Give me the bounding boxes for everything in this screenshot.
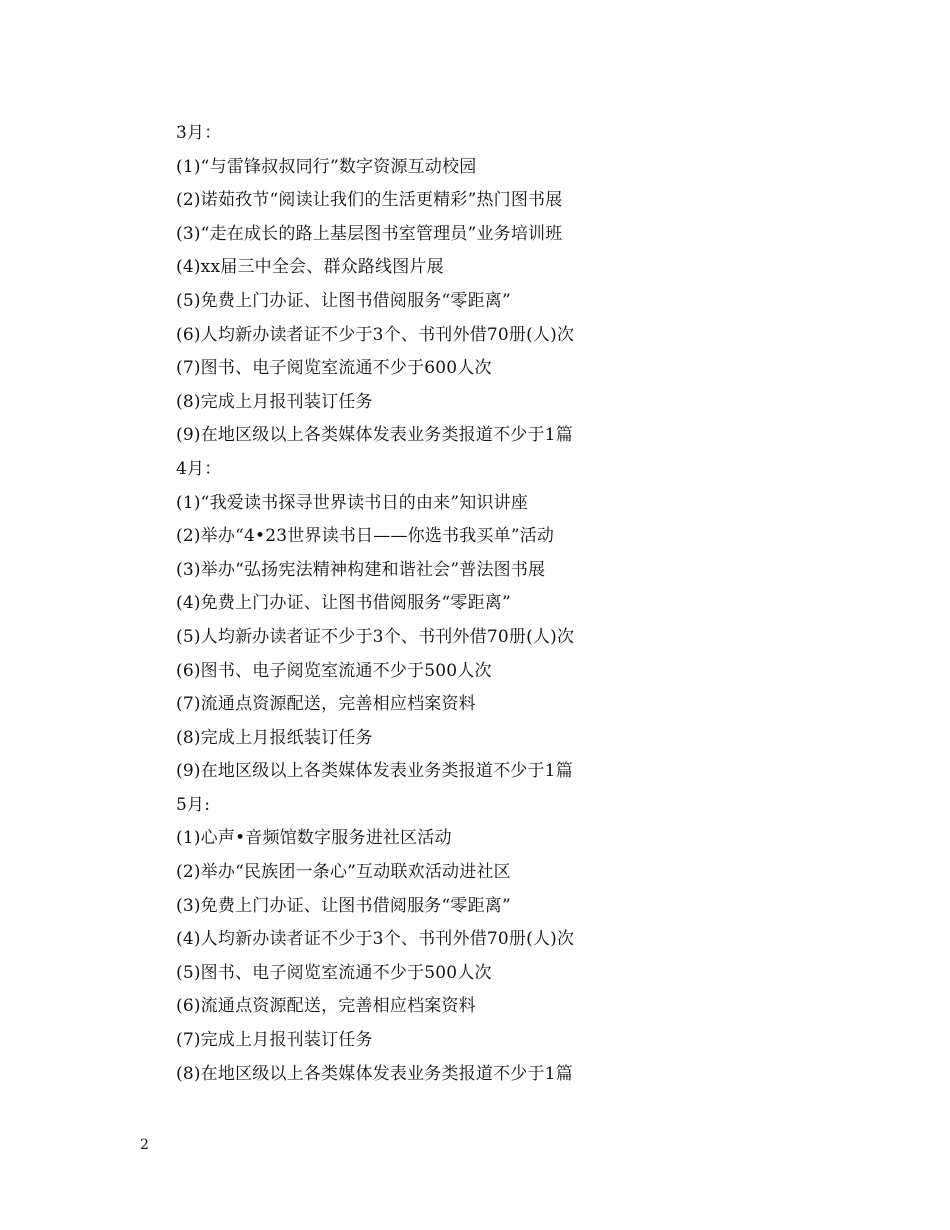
text-line: (3)“走在成长的路上基层图书室管理员”业务培训班 <box>176 223 563 244</box>
text-line: (1)心声•音频馆数字服务进社区活动 <box>176 828 452 849</box>
text-line: (7)图书、电子阅览室流通不少于600人次 <box>176 358 492 379</box>
text-line: (2)诺茹孜节“阅读让我们的生活更精彩”热门图书展 <box>176 190 563 211</box>
text-line: (6)图书、电子阅览室流通不少于500人次 <box>176 660 492 681</box>
text-line: (4)xx届三中全会、群众路线图片展 <box>176 257 444 278</box>
section-heading-march: 3月： <box>176 123 222 143</box>
text-line: (4)人均新办读者证不少于3个、书刊外借70册(人)次 <box>176 929 575 950</box>
text-line: (5)图书、电子阅览室流通不少于500人次 <box>176 962 492 983</box>
text-line: (2)举办“民族团一条心”互动联欢活动进社区 <box>176 862 511 883</box>
text-line: (8)在地区级以上各类媒体发表业务类报道不少于1篇 <box>176 1063 573 1084</box>
text-line: (5)人均新办读者证不少于3个、书刊外借70册(人)次 <box>176 626 575 647</box>
text-line: (2)举办“4•23世界读书日——你选书我买单”活动 <box>176 526 555 547</box>
text-line: (1)“与雷锋叔叔同行”数字资源互动校园 <box>176 156 477 177</box>
text-line: (4)免费上门办证、让图书借阅服务“零距离” <box>176 593 511 614</box>
document-body <box>176 117 736 1091</box>
text-line: (7)流通点资源配送，完善相应档案资料 <box>176 694 476 715</box>
section-heading-may: 5月: <box>176 794 211 815</box>
text-line: (9)在地区级以上各类媒体发表业务类报道不少于1篇 <box>176 425 573 446</box>
text-line: (7)完成上月报刊装订任务 <box>176 1030 373 1051</box>
text-line: (8)完成上月报刊装订任务 <box>176 391 373 412</box>
text-line: (6)人均新办读者证不少于3个、书刊外借70册(人)次 <box>176 324 575 345</box>
page-number: 2 <box>140 1137 149 1153</box>
text-line: (6)流通点资源配送，完善相应档案资料 <box>176 996 476 1017</box>
text-line: (9)在地区级以上各类媒体发表业务类报道不少于1篇 <box>176 761 573 782</box>
text-line: (3)举办“弘扬宪法精神构建和谐社会”普法图书展 <box>176 559 546 580</box>
text-line: (3)免费上门办证、让图书借阅服务“零距离” <box>176 895 511 916</box>
text-line: (5)免费上门办证、让图书借阅服务“零距离” <box>176 290 511 311</box>
text-line: (1)“我爱读书探寻世界读书日的由来”知识讲座 <box>176 492 529 513</box>
section-heading-april: 4月： <box>176 458 222 479</box>
text-line: (8)完成上月报纸装订任务 <box>176 727 373 748</box>
